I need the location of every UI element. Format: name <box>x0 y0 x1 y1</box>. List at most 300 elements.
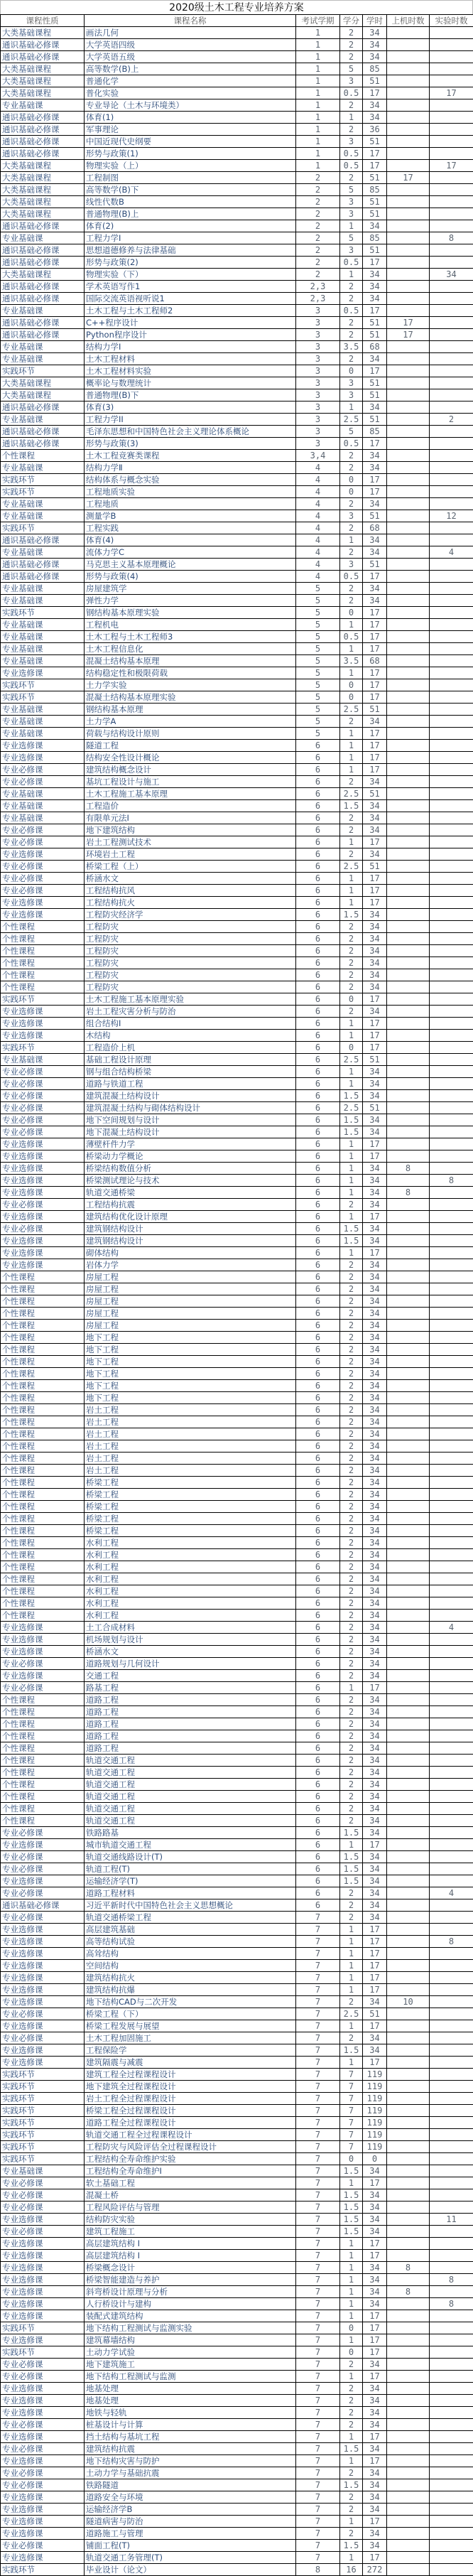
hours-cell: 34 <box>363 1742 387 1755</box>
computer-hours-cell <box>387 716 430 728</box>
course-name-cell: 结构力学Ⅰ <box>85 341 296 353</box>
exam-term-cell: 6 <box>296 740 340 752</box>
hours-cell: 17 <box>363 764 387 776</box>
hours-cell: 34 <box>363 1597 387 1610</box>
hours-cell: 17 <box>363 1042 387 1054</box>
course-type-cell: 专业必修课 <box>1 1102 85 1114</box>
table-row <box>1 885 473 897</box>
hours-cell: 34 <box>363 933 387 945</box>
exam-term-cell: 7 <box>296 2141 340 2153</box>
credits-cell: 2 <box>340 1646 363 1658</box>
credits-cell: 1 <box>340 1066 363 1078</box>
lab-hours-cell <box>430 1247 473 1259</box>
course-type-cell: 专业必修课 <box>1 2189 85 2202</box>
hours-cell: 34 <box>363 716 387 728</box>
exam-term-cell: 6 <box>296 1416 340 1428</box>
credits-cell: 1 <box>340 2250 363 2262</box>
course-type-cell: 专业必修课 <box>1 2032 85 2044</box>
table-row <box>1 389 473 402</box>
table-row <box>1 232 473 244</box>
hours-cell: 34 <box>363 2032 387 2044</box>
lab-hours-cell <box>430 1392 473 1404</box>
exam-term-cell: 7 <box>296 2177 340 2189</box>
course-type-cell: 实践环节 <box>1 691 85 704</box>
course-name-cell: 岩土工程灾害分析与防治 <box>85 1006 296 1018</box>
credits-cell: 2 <box>340 1730 363 1742</box>
credits-cell: 3 <box>340 510 363 522</box>
computer-hours-cell <box>387 2032 430 2044</box>
course-name-cell: 桥梁工程 <box>85 1525 296 1537</box>
table-row <box>1 196 473 208</box>
hours-cell: 34 <box>363 1706 387 1718</box>
exam-term-cell: 3 <box>296 402 340 414</box>
credits-cell: 7 <box>340 2117 363 2129</box>
hours-cell: 17 <box>363 2250 387 2262</box>
computer-hours-cell <box>387 2020 430 2032</box>
course-type-cell: 个性课程 <box>1 981 85 993</box>
table-row <box>1 2032 473 2044</box>
course-type-cell: 专业选修课 <box>1 1646 85 1658</box>
exam-term-cell: 6 <box>296 1271 340 1283</box>
computer-hours-cell <box>387 1610 430 1622</box>
table-row <box>1 1078 473 1090</box>
lab-hours-cell <box>430 2057 473 2069</box>
lab-hours-cell <box>430 377 473 389</box>
hours-cell: 34 <box>363 450 387 462</box>
lab-hours-cell <box>430 776 473 788</box>
hours-cell: 34 <box>363 1501 387 1513</box>
computer-hours-cell <box>387 2298 430 2310</box>
computer-hours-cell <box>387 1875 430 1887</box>
credits-cell: 0.5 <box>340 148 363 160</box>
computer-hours-cell <box>387 1791 430 1803</box>
course-name-cell: 水利工程 <box>85 1561 296 1573</box>
lab-hours-cell <box>430 1356 473 1368</box>
table-row <box>1 1356 473 1368</box>
lab-hours-cell <box>430 1755 473 1767</box>
hours-cell: 34 <box>363 981 387 993</box>
course-name-cell: 桥梁智能建造与养护 <box>85 2274 296 2286</box>
computer-hours-cell <box>387 1670 430 1682</box>
lab-hours-cell <box>430 1525 473 1537</box>
course-type-cell: 专业选修课 <box>1 2057 85 2069</box>
computer-hours-cell <box>387 2455 430 2467</box>
exam-term-cell: 6 <box>296 897 340 909</box>
lab-hours-cell <box>430 885 473 897</box>
course-name-cell: 工程结构全寿命维护Ⅰ <box>85 2165 296 2177</box>
credits-cell: 2 <box>340 1537 363 1549</box>
lab-hours-cell <box>430 1211 473 1223</box>
computer-hours-cell <box>387 957 430 969</box>
exam-term-cell: 3 <box>296 438 340 450</box>
course-name-cell: 道路工程 <box>85 1694 296 1706</box>
lab-hours-cell <box>430 2479 473 2491</box>
table-row <box>1 75 473 87</box>
course-type-cell: 通识基础必修课 <box>1 317 85 329</box>
table-row <box>1 2407 473 2419</box>
lab-hours-cell <box>430 1610 473 1622</box>
exam-term-cell: 2 <box>296 196 340 208</box>
credits-cell: 2 <box>340 1585 363 1597</box>
exam-term-cell: 6 <box>296 1042 340 1054</box>
credits-cell: 2 <box>340 1006 363 1018</box>
course-type-cell: 实践环节 <box>1 486 85 498</box>
hours-cell: 51 <box>363 244 387 257</box>
hours-cell: 34 <box>363 1718 387 1730</box>
credits-cell: 2 <box>340 450 363 462</box>
table-row <box>1 244 473 257</box>
course-name-cell: 结构力学Ⅱ <box>85 462 296 474</box>
course-name-cell: 形势与政策(2) <box>85 257 296 269</box>
credits-cell: 1.5 <box>340 1126 363 1138</box>
table-row <box>1 1006 473 1018</box>
exam-term-cell: 3 <box>296 317 340 329</box>
lab-hours-cell <box>430 2141 473 2153</box>
table-row <box>1 1090 473 1102</box>
computer-hours-cell <box>387 1368 430 1380</box>
lab-hours-cell <box>430 1597 473 1610</box>
course-type-cell: 专业选修课 <box>1 1984 85 1996</box>
course-type-cell: 专业选修课 <box>1 2238 85 2250</box>
exam-term-cell: 6 <box>296 1634 340 1646</box>
lab-hours-cell <box>430 559 473 571</box>
exam-term-cell: 6 <box>296 1477 340 1489</box>
lab-hours-cell <box>430 389 473 402</box>
table-row <box>1 1404 473 1416</box>
credits-cell: 3 <box>340 559 363 571</box>
course-type-cell: 专业选修课 <box>1 1138 85 1150</box>
lab-hours-cell <box>430 172 473 184</box>
exam-term-cell: 6 <box>296 1887 340 1899</box>
table-row <box>1 1803 473 1815</box>
credits-cell: 2 <box>340 921 363 933</box>
course-type-cell: 专业选修课 <box>1 1259 85 1271</box>
table-row <box>1 2467 473 2479</box>
computer-hours-cell <box>387 921 430 933</box>
hours-cell: 17 <box>363 1138 387 1150</box>
hours-cell: 34 <box>363 1006 387 1018</box>
exam-term-cell: 6 <box>296 1380 340 1392</box>
exam-term-cell: 7 <box>296 1912 340 1924</box>
course-name-cell: 地下建筑结构 <box>85 824 296 836</box>
lab-hours-cell <box>430 365 473 377</box>
exam-term-cell: 7 <box>296 2226 340 2238</box>
hours-cell: 51 <box>363 172 387 184</box>
computer-hours-cell <box>387 1706 430 1718</box>
hours-cell: 17 <box>363 1972 387 1984</box>
computer-hours-cell <box>387 2322 430 2334</box>
course-name-cell: 物理实验（上） <box>85 160 296 172</box>
course-name-cell: 习近平新时代中国特色社会主义思想概论 <box>85 1899 296 1912</box>
course-name-cell: 中国近现代史纲要 <box>85 136 296 148</box>
course-type-cell: 通识基础必修课 <box>1 438 85 450</box>
credits-cell: 1.5 <box>340 2214 363 2226</box>
lab-hours-cell <box>430 2238 473 2250</box>
computer-hours-cell <box>387 1984 430 1996</box>
hours-cell: 17 <box>363 160 387 172</box>
credits-cell: 1 <box>340 2371 363 2383</box>
credits-cell: 2 <box>340 1694 363 1706</box>
hours-cell: 34 <box>363 51 387 63</box>
computer-hours-cell <box>387 1042 430 1054</box>
table-row <box>1 969 473 981</box>
course-name-cell: 工程结构全寿命维护实验 <box>85 2153 296 2165</box>
computer-hours-cell <box>387 1440 430 1453</box>
course-type-cell: 个性课程 <box>1 1585 85 1597</box>
exam-term-cell: 3 <box>296 341 340 353</box>
exam-term-cell: 5 <box>296 691 340 704</box>
course-type-cell: 大类基础课程 <box>1 27 85 39</box>
computer-hours-cell <box>387 1332 430 1344</box>
credits-cell: 7 <box>340 2141 363 2153</box>
course-type-cell: 个性课程 <box>1 1549 85 1561</box>
computer-hours-cell <box>387 281 430 293</box>
exam-term-cell: 7 <box>296 2189 340 2202</box>
course-name-cell: 建筑结构抗火 <box>85 1972 296 1984</box>
course-name-cell: 岩土工程测试技术 <box>85 836 296 848</box>
computer-hours-cell <box>387 1525 430 1537</box>
course-type-cell: 专业必修课 <box>1 2443 85 2455</box>
course-name-cell: 工程防灾 <box>85 981 296 993</box>
table-row <box>1 510 473 522</box>
table-row <box>1 281 473 293</box>
computer-hours-cell <box>387 1090 430 1102</box>
exam-term-cell: 5 <box>296 728 340 740</box>
exam-term-cell: 6 <box>296 1561 340 1573</box>
table-row <box>1 293 473 305</box>
exam-term-cell: 7 <box>296 2274 340 2286</box>
course-type-cell: 实践环节 <box>1 522 85 534</box>
lab-hours-cell <box>430 2443 473 2455</box>
course-type-cell: 专业选修课 <box>1 1187 85 1199</box>
credits-cell: 0.5 <box>340 160 363 172</box>
hours-cell: 17 <box>363 619 387 631</box>
course-type-cell: 专业选修课 <box>1 848 85 861</box>
lab-hours-cell <box>430 1320 473 1332</box>
credits-cell: 1 <box>340 2057 363 2069</box>
table-row <box>1 2214 473 2226</box>
computer-hours-cell <box>387 1078 430 1090</box>
computer-hours-cell <box>387 776 430 788</box>
lab-hours-cell <box>430 39 473 51</box>
course-name-cell: 混凝土结构基本原理 <box>85 655 296 667</box>
table-row <box>1 1561 473 1573</box>
lab-hours-cell <box>430 1767 473 1779</box>
table-row <box>1 2310 473 2322</box>
computer-hours-cell <box>387 2129 430 2141</box>
credits-cell: 2 <box>340 462 363 474</box>
course-type-cell: 专业选修课 <box>1 2274 85 2286</box>
course-type-cell: 专业必修课 <box>1 2008 85 2020</box>
table-row <box>1 2081 473 2093</box>
hours-cell: 34 <box>363 1815 387 1827</box>
table-body <box>1 27 473 2576</box>
computer-hours-cell <box>387 619 430 631</box>
exam-term-cell: 6 <box>296 1356 340 1368</box>
hours-cell: 17 <box>363 873 387 885</box>
course-name-cell: 桥梁测试理论与技术 <box>85 1175 296 1187</box>
computer-hours-cell <box>387 1730 430 1742</box>
table-row <box>1 2504 473 2516</box>
course-name-cell: 结构稳定性和极限荷载 <box>85 667 296 679</box>
credits-cell: 1 <box>340 1018 363 1030</box>
credits-cell: 1 <box>340 1163 363 1175</box>
course-type-cell: 专业选修课 <box>1 1211 85 1223</box>
table-row <box>1 957 473 969</box>
lab-hours-cell <box>430 2117 473 2129</box>
lab-hours-cell <box>430 667 473 679</box>
course-type-cell: 通识基础必修课 <box>1 136 85 148</box>
computer-hours-cell <box>387 462 430 474</box>
exam-term-cell: 6 <box>296 1320 340 1332</box>
computer-hours-cell <box>387 75 430 87</box>
lab-hours-cell: 8 <box>430 2298 473 2310</box>
hours-cell: 34 <box>363 2165 387 2177</box>
table-row <box>1 873 473 885</box>
table-row <box>1 1199 473 1211</box>
course-name-cell: 土木工程材料实验 <box>85 365 296 377</box>
lab-hours-cell <box>430 2564 473 2576</box>
hours-cell: 34 <box>363 353 387 365</box>
computer-hours-cell <box>387 1175 430 1187</box>
hours-cell: 68 <box>363 655 387 667</box>
computer-hours-cell <box>387 305 430 317</box>
credits-cell: 1.5 <box>340 2189 363 2202</box>
computer-hours-cell <box>387 244 430 257</box>
table-row <box>1 1634 473 1646</box>
exam-term-cell: 6 <box>296 1308 340 1320</box>
course-name-cell: 地下结构工程测试与监测实验 <box>85 2322 296 2334</box>
lab-hours-cell <box>430 1899 473 1912</box>
course-type-cell: 大类基础课程 <box>1 63 85 75</box>
hours-cell: 17 <box>363 87 387 99</box>
table-row <box>1 2008 473 2020</box>
course-type-cell: 个性课程 <box>1 1283 85 1295</box>
table-row <box>1 1899 473 1912</box>
hours-cell: 17 <box>363 1948 387 1960</box>
computer-hours-cell <box>387 2165 430 2177</box>
hours-cell: 34 <box>363 2226 387 2238</box>
credits-cell: 2 <box>340 522 363 534</box>
hours-cell: 34 <box>363 99 387 112</box>
course-name-cell: 建筑混凝土结构与砌体结构设计 <box>85 1102 296 1114</box>
table-row <box>1 402 473 414</box>
exam-term-cell: 3 <box>296 305 340 317</box>
table-row <box>1 1477 473 1489</box>
lab-hours-cell <box>430 474 473 486</box>
lab-hours-cell <box>430 2177 473 2189</box>
credits-cell: 1 <box>340 1175 363 1187</box>
table-row <box>1 1936 473 1948</box>
table-row <box>1 764 473 776</box>
credits-cell: 2 <box>340 1501 363 1513</box>
course-type-cell: 专业基础课 <box>1 728 85 740</box>
hours-cell: 34 <box>363 1610 387 1622</box>
course-name-cell: 机场规划与设计 <box>85 1634 296 1646</box>
course-type-cell: 专业必修课 <box>1 885 85 897</box>
course-name-cell: 岩土工程 <box>85 1453 296 1465</box>
lab-hours-cell <box>430 740 473 752</box>
course-type-cell: 实践环节 <box>1 474 85 486</box>
lab-hours-cell <box>430 1658 473 1670</box>
course-type-cell: 个性课程 <box>1 1730 85 1742</box>
computer-hours-cell <box>387 885 430 897</box>
table-row <box>1 897 473 909</box>
computer-hours-cell <box>387 1948 430 1960</box>
course-name-cell: 土木工程信息化 <box>85 643 296 655</box>
course-name-cell: 运输经济学(T) <box>85 1875 296 1887</box>
exam-term-cell: 7 <box>296 2153 340 2165</box>
hours-cell: 34 <box>363 1694 387 1706</box>
course-name-cell: 桥梁概念设计 <box>85 2262 296 2274</box>
lab-hours-cell <box>430 788 473 800</box>
lab-hours-cell <box>430 595 473 607</box>
exam-term-cell: 6 <box>296 981 340 993</box>
table-row <box>1 921 473 933</box>
computer-hours-cell <box>387 1936 430 1948</box>
credits-cell: 2 <box>340 1597 363 1610</box>
course-type-cell: 专业选修课 <box>1 909 85 921</box>
lab-hours-cell <box>430 2093 473 2105</box>
computer-hours-cell <box>387 2008 430 2020</box>
exam-term-cell: 7 <box>296 2467 340 2479</box>
lab-hours-cell <box>430 873 473 885</box>
credits-cell: 2 <box>340 2528 363 2540</box>
course-name-cell: 轨道交通桥梁工程 <box>85 1912 296 1924</box>
credits-cell: 3 <box>340 377 363 389</box>
credits-cell: 1.5 <box>340 909 363 921</box>
computer-hours-cell <box>387 1356 430 1368</box>
credits-cell: 1 <box>340 534 363 546</box>
table-row <box>1 2395 473 2407</box>
hours-cell: 17 <box>363 897 387 909</box>
exam-term-cell: 6 <box>296 1767 340 1779</box>
credits-cell: 1 <box>340 1839 363 1851</box>
hours-cell: 34 <box>363 776 387 788</box>
hours-cell: 51 <box>363 861 387 873</box>
computer-hours-cell <box>387 1477 430 1489</box>
course-type-cell: 通识基础必修课 <box>1 257 85 269</box>
lab-hours-cell <box>430 2081 473 2093</box>
course-name-cell: 土木工程竞赛类课程 <box>85 450 296 462</box>
course-name-cell: 道路安全与环境 <box>85 2491 296 2504</box>
hours-cell: 17 <box>363 1924 387 1936</box>
computer-hours-cell: 17 <box>387 172 430 184</box>
credits-cell: 1 <box>340 2455 363 2467</box>
exam-term-cell: 6 <box>296 957 340 969</box>
lab-hours-cell <box>430 75 473 87</box>
lab-hours-cell <box>430 1428 473 1440</box>
hours-cell: 17 <box>363 2177 387 2189</box>
exam-term-cell: 2 <box>296 184 340 196</box>
lab-hours-cell <box>430 2189 473 2202</box>
table-row <box>1 2141 473 2153</box>
table-row <box>1 655 473 667</box>
credits-cell: 1 <box>340 2020 363 2032</box>
credits-cell: 2 <box>340 27 363 39</box>
exam-term-cell: 3 <box>296 365 340 377</box>
computer-hours-cell <box>387 571 430 583</box>
lab-hours-cell <box>430 27 473 39</box>
hours-cell: 34 <box>363 2467 387 2479</box>
credits-cell: 1 <box>340 402 363 414</box>
table-row <box>1 1368 473 1380</box>
hours-cell: 34 <box>363 1658 387 1670</box>
exam-term-cell: 4 <box>296 474 340 486</box>
hours-cell: 68 <box>363 522 387 534</box>
computer-hours-cell: 8 <box>387 2262 430 2274</box>
course-name-cell: 地下工程 <box>85 1332 296 1344</box>
